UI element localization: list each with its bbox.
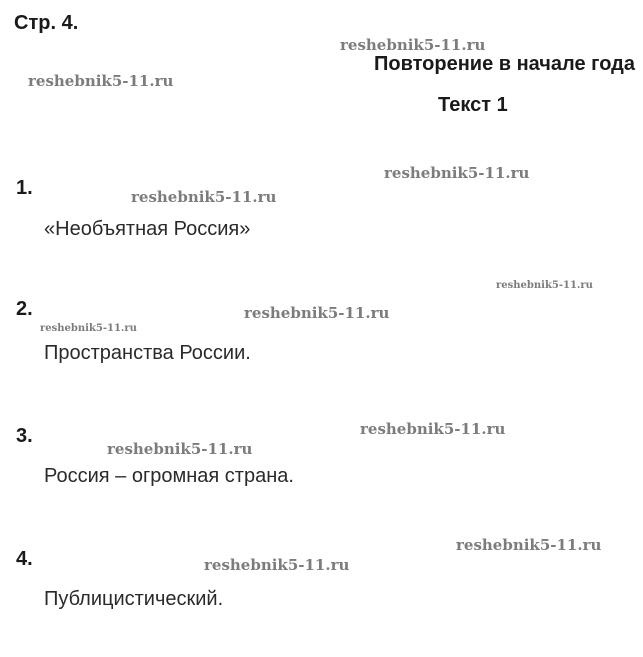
page-label: Стр. 4. (14, 12, 79, 34)
watermark: reshebnik5-11.ru (204, 556, 350, 574)
watermark: reshebnik5-11.ru (107, 440, 253, 458)
text-title: Текст 1 (438, 94, 508, 116)
item-answer-2: Пространства России. (44, 342, 251, 364)
item-number-3: 3. (16, 425, 33, 447)
watermark: reshebnik5-11.ru (384, 164, 530, 182)
item-answer-3: Россия – огромная страна. (44, 465, 294, 487)
watermark: reshebnik5-11.ru (360, 420, 506, 438)
item-answer-1: «Необъятная Россия» (44, 218, 251, 240)
watermark: reshebnik5-11.ru (131, 188, 277, 206)
section-title: Повторение в начале года (373, 53, 635, 75)
watermark: reshebnik5-11.ru (496, 280, 593, 291)
item-number-2: 2. (16, 298, 33, 320)
watermark: reshebnik5-11.ru (28, 72, 174, 90)
watermark: reshebnik5-11.ru (40, 323, 137, 334)
item-number-4: 4. (16, 548, 33, 570)
watermark: reshebnik5-11.ru (244, 304, 390, 322)
watermark: reshebnik5-11.ru (340, 36, 486, 54)
item-number-1: 1. (16, 177, 33, 199)
item-answer-4: Публицистический. (44, 588, 224, 610)
watermark: reshebnik5-11.ru (456, 536, 602, 554)
